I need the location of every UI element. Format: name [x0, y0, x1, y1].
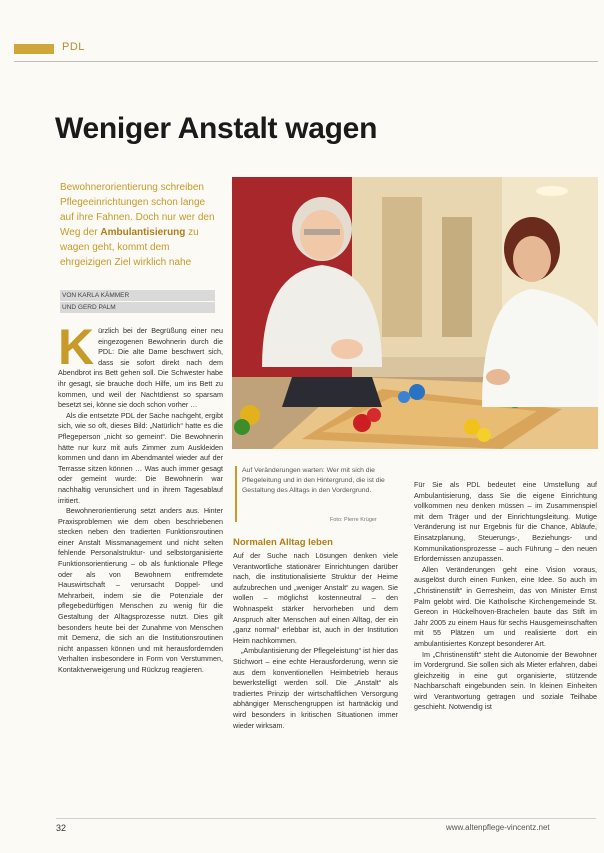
author-line-1: VON KARLA KÄMMER — [60, 290, 215, 301]
body-column-1 — [58, 326, 223, 816]
col3-paragraph-2: Allen Veränderungen geht eine Vision voraus, ausgelöst durch einen Funken, eine Idee. So auch im „Christinenstift“ in Gerresheim, das von Minister Ernst Palm gelobt wird. Die Katholische Kirchengemeinde St. Gereon in Hückelhoven-Brachelen baute das Stift im Jahr 2005 zu einem Haus für sechs Hausgemeinschaften mit 55 Plätzen um und realisierte dort ein ambulantisiertes Konzept besonderer Art. — [414, 564, 597, 648]
body-column-2 — [233, 551, 398, 816]
drop-cap: K — [58, 326, 95, 375]
lead-text-pre: Bewohnerorientierung schreiben Pflegeeinrichtungen schon lange auf ihre Fahnen. Doch nur wer den Weg der — [60, 182, 215, 238]
lead-text-post: zu wagen geht, kommt dem ehrgeizigen Ziel wirklich nahe — [60, 227, 199, 268]
caption-text: Auf Veränderungen warten: Wer mit sich die Pflegeleitung und in den Hintergrund, die ist die Gestaltung des Alltags in den Vordergrund. — [242, 467, 385, 494]
body-column-3 — [414, 480, 597, 816]
section-subhead: Normalen Alltag leben — [233, 537, 333, 548]
footer-rule — [56, 818, 596, 819]
photo-illustration — [232, 177, 598, 449]
photo-credit: Foto: Pierre Krüger — [330, 517, 377, 523]
col1-paragraph-1 — [58, 326, 223, 411]
section-color-bar — [14, 44, 54, 54]
col2-paragraph-2: „Ambulantisierung der Pflegeleistung“ ist hier das Stichwort – eine echte Herausforderung, wenn sie aus dem konventionellen Heimbetrieb heraus bewerkstelligt werden soll. Die „Anstalt“ als tradiertes Prinzip der wirtschaftlichen Versorgung abhängiger Menschengruppen ist hartnäckig und wird besonders in kritischen Situationen immer wieder wirksam. — [233, 646, 398, 730]
footer-url[interactable]: www.altenpflege-vincentz.net — [446, 823, 550, 832]
author-line-2: UND GERD PALM — [60, 302, 215, 313]
page-number: 32 — [56, 823, 67, 833]
section-label: PDL — [62, 41, 85, 53]
col1-paragraph-3: Bewohnerorientierung setzt anders aus. Hinter Praxisproblemen wie dem oben beschriebenen stecken neben den tradierten Funktionsroutinen einer Anstalt Missmanagement und nicht selten fehlende Personalstruktur- und selbstorganisierte Funktionsorientierung – ob als funktionale Pflege oder als von Bewohnern entfremdete Hauswirtschaft – verursacht Doppel- und Mehrarbeit, indem sie die Potenziale der pflegebedürftigen Menschen zu wenig für die Gestaltung der Alltagsprozesse nutzt. Dies gilt besonders heute bei der Zunahme von Menschen mit Demenz, die sich an die Institutionsroutinen nicht anpassen können und mit herausfordernden Verhalten insbesondere in Form von Verstummen, Kontaktverweigerung und Rückzug reagieren. — [58, 506, 223, 674]
photo-caption — [235, 466, 405, 522]
col3-paragraph-3: Im „Christinenstift“ steht die Autonomie der Bewohner im Vordergrund. Sie sollen sich als Mieter erfahren, dabei gleichzeitig in eine gut organisierte, stützende Nachbarschaft eingebunden sein. In kleinen Einheiten wird Verantwortung getragen und soziale Teilhabe geschieht. Notwendig ist — [414, 649, 597, 712]
col2-paragraph-1: Auf der Suche nach Lösungen denken viele Verantwortliche stationärer Einrichtungen darüber nach, die institutionalisierte Struktur der Heime aufzubrechen und „weniger Anstalt“ zu wagen. Sie wollen – möglichst kostenneutral – den Wohnaspekt stärker hervorheben und dem Anspruch alter Menschen auf einen Alltag, der ein „ganz normal“ erlebbar ist, auch in der Institution Heim nachkommen. — [233, 551, 398, 645]
article-title: Weniger Anstalt wagen — [55, 112, 378, 145]
col1-paragraph-2: Als die entsetzte PDL der Sache nachgeht, ergibt sich, wie so oft, dieses Bild: „Natürlich“ hatte es die Pflegeperson „nicht so gemeint“. Die Bewohnerin hätte nur kurz mit aufs Zimmer zum Auskleiden kommen und dann im Abendmantel wieder auf der Terrasse sitzen können … Was auch immer gesagt oder gemeint wurde: Die Bewohnerin war nachhaltig verunsichert und in ihrem Tagesablauf irritiert. — [58, 410, 223, 505]
lead-text-strong: Ambulantisierung — [100, 227, 186, 238]
article-photo — [232, 177, 598, 449]
col1-p1-text: ürzlich bei der Begrüßung einer neu eingezogenen Bewohnerin durch die PDL: Die alte Dame beschwert sich, dass sie sofort direkt nach dem Abendbrot ins Bett gehen soll. Die Schwester habe ihr gesagt, sie brauche doch Hilfe, um ins Bett zu kommen, und weil der Nachtdienst so sparsam besetzt sei, könne sie doch schon vorher … — [58, 326, 223, 410]
lead-paragraph — [60, 180, 220, 270]
header-rule — [14, 61, 598, 62]
col3-paragraph-1: Für Sie als PDL bedeutet eine Umstellung auf Ambulantisierung, dass Sie die eigene Einrichtung vollkommen neu denken müssen – im Zusammenspiel mit dem Träger und der Einrichtungsleitung. Mutige Veränderung ist nur Ergebnis für die Chance, Abläufe, Einsatzplanung, Steuerungs-, Beziehungs- und Kommunikationsprozesse – auch Führung – den neuen Erfordernissen anzupassen. — [414, 480, 597, 564]
